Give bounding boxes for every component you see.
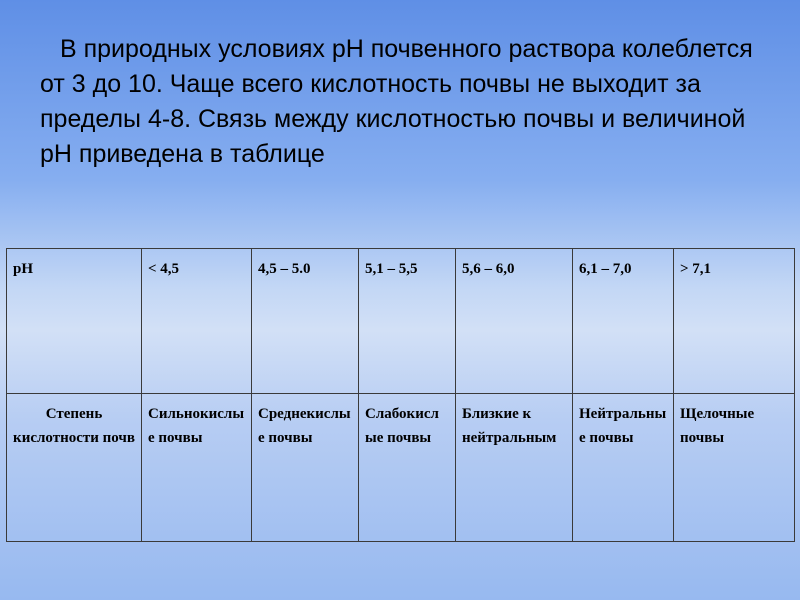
table-cell-ph-range: > 7,1 — [674, 249, 795, 394]
table-cell-ph-range: 6,1 – 7,0 — [573, 249, 674, 394]
table-cell-ph-range: 5,1 – 5,5 — [359, 249, 456, 394]
table-cell-soil-type: Сильнокислые почвы — [142, 394, 252, 542]
table-cell-acidity-header: Степень кислотности почв — [7, 394, 142, 542]
intro-paragraph: В природных условиях рН почвенного раствора колеблется от 3 до 10. Чаще всего кислотность почвы не выходит за пределы 4-8. Связь между кислотностью почвы и величиной рН приведена в таблице — [40, 35, 753, 168]
table-cell-ph-range: 4,5 – 5.0 — [252, 249, 359, 394]
table-cell-soil-type: Среднекислые почвы — [252, 394, 359, 542]
table-cell-ph-header: рН — [7, 249, 142, 394]
table-cell-soil-type: Нейтральные почвы — [573, 394, 674, 542]
table-cell-soil-type: Слабокислые почвы — [359, 394, 456, 542]
table-cell-ph-range: < 4,5 — [142, 249, 252, 394]
ph-acidity-table — [6, 248, 795, 542]
table-row-acidity — [7, 394, 795, 542]
table-cell-soil-type: Близкие к нейтральным — [456, 394, 573, 542]
table-row-ph — [7, 249, 795, 394]
table-cell-ph-range: 5,6 – 6,0 — [456, 249, 573, 394]
table-cell-soil-type: Щелочные почвы — [674, 394, 795, 542]
